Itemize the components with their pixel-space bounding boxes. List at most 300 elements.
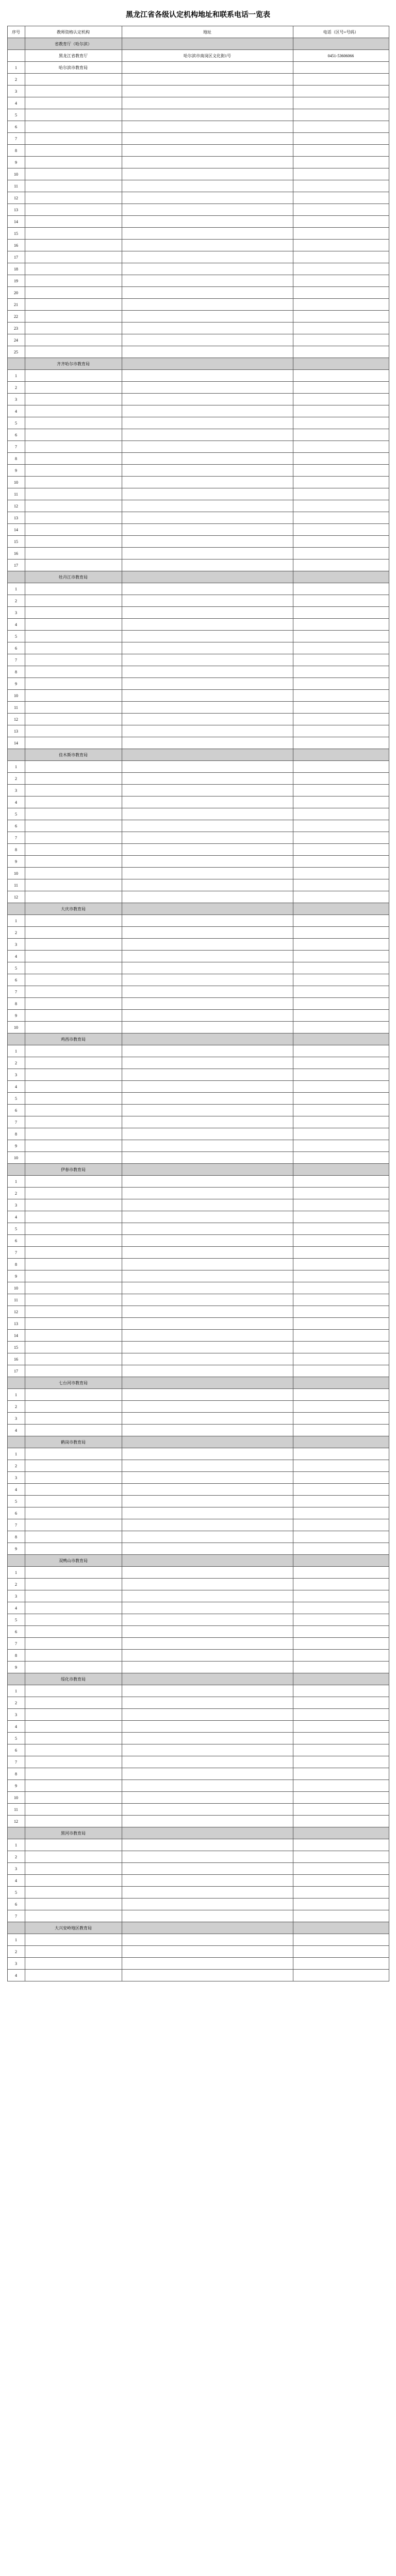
table-row [7, 50, 389, 62]
row-number: 11 [7, 702, 25, 714]
row-number: 9 [7, 1780, 25, 1792]
institution-address [122, 808, 293, 820]
table-row [7, 323, 389, 334]
table-row [7, 465, 389, 477]
institution-name [25, 607, 122, 619]
institution-phone [293, 1128, 389, 1140]
row-number: 12 [7, 192, 25, 204]
institution-phone [293, 1744, 389, 1756]
institution-address [122, 631, 293, 642]
table-row [7, 453, 389, 465]
row-number: 9 [7, 1270, 25, 1282]
institution-name [25, 477, 122, 488]
table-row [7, 536, 389, 548]
institution-phone [293, 1626, 389, 1638]
section-phone [293, 903, 389, 915]
institution-name [25, 287, 122, 299]
institution-address [122, 323, 293, 334]
table-row [7, 1792, 389, 1804]
institution-phone [293, 394, 389, 405]
institution-address [122, 1934, 293, 1946]
institution-address [122, 192, 293, 204]
row-number: 9 [7, 856, 25, 868]
table-row [7, 1875, 389, 1887]
row-number: 7 [7, 1519, 25, 1531]
table-row [7, 429, 389, 441]
institution-address [122, 1899, 293, 1910]
institution-name [25, 1140, 122, 1152]
section-phone [293, 1377, 389, 1389]
institution-name [25, 1022, 122, 1033]
table-row [7, 939, 389, 951]
institution-address [122, 536, 293, 548]
table-row [7, 168, 389, 180]
institution-phone [293, 133, 389, 145]
row-number: 17 [7, 560, 25, 571]
institution-address [122, 962, 293, 974]
table-row [7, 86, 389, 97]
institution-phone [293, 796, 389, 808]
row-number: 11 [7, 1294, 25, 1306]
table-row [7, 1140, 389, 1152]
table-row [7, 1105, 389, 1116]
row-number: 16 [7, 548, 25, 560]
institution-phone [293, 311, 389, 323]
row-number: 6 [7, 1626, 25, 1638]
institution-phone [293, 1057, 389, 1069]
institution-phone [293, 583, 389, 595]
table-row [7, 1188, 389, 1199]
row-number: 1 [7, 1045, 25, 1057]
table-row [7, 560, 389, 571]
institution-address [122, 844, 293, 856]
table-row [7, 1259, 389, 1270]
institution-address [122, 1650, 293, 1662]
row-number: 7 [7, 832, 25, 844]
institution-name [25, 856, 122, 868]
institution-address [122, 1887, 293, 1899]
institution-name [25, 1282, 122, 1294]
row-number: 1 [7, 1839, 25, 1851]
section-marker [7, 749, 25, 761]
institution-name [25, 1188, 122, 1199]
institution-address [122, 1851, 293, 1863]
institution-name [25, 1685, 122, 1697]
institution-address [122, 891, 293, 903]
institution-address [122, 868, 293, 879]
table-row [7, 1602, 389, 1614]
row-number: 12 [7, 1306, 25, 1318]
institution-address [122, 796, 293, 808]
institution-address [122, 1744, 293, 1756]
table-row [7, 856, 389, 868]
institution-phone [293, 642, 389, 654]
row-number: 7 [7, 1756, 25, 1768]
institution-address [122, 1093, 293, 1105]
institution-address [122, 86, 293, 97]
row-number: 1 [7, 915, 25, 927]
institution-address [122, 394, 293, 405]
institution-phone [293, 631, 389, 642]
table-row [7, 1804, 389, 1816]
section-phone [293, 749, 389, 761]
row-number: 6 [7, 1899, 25, 1910]
table-row [7, 1590, 389, 1602]
table-row [7, 690, 389, 702]
institution-address [122, 1484, 293, 1496]
institution-address [122, 512, 293, 524]
table-row [7, 619, 389, 631]
institution-name [25, 121, 122, 133]
institution-phone [293, 1270, 389, 1282]
institution-address [122, 74, 293, 86]
institution-name [25, 500, 122, 512]
institution-name [25, 180, 122, 192]
institution-address [122, 524, 293, 536]
row-number: 5 [7, 417, 25, 429]
table-row [7, 1022, 389, 1033]
institution-name [25, 879, 122, 891]
institution-phone [293, 204, 389, 216]
institution-name [25, 666, 122, 678]
row-number: 5 [7, 962, 25, 974]
table-row [7, 477, 389, 488]
table-row [7, 228, 389, 240]
row-number: 7 [7, 441, 25, 453]
row-number: 3 [7, 86, 25, 97]
institution-address [122, 405, 293, 417]
row-number: 2 [7, 74, 25, 86]
institution-phone [293, 1188, 389, 1199]
table-row [7, 1199, 389, 1211]
institution-address [122, 216, 293, 228]
section-row [7, 1377, 389, 1389]
section-row [7, 571, 389, 583]
section-name: 鸡西市教育局 [25, 1033, 122, 1045]
table-row [7, 488, 389, 500]
institution-address [122, 1294, 293, 1306]
institution-phone [293, 962, 389, 974]
table-row [7, 666, 389, 678]
table-row [7, 157, 389, 168]
row-number: 16 [7, 240, 25, 251]
institution-phone [293, 1638, 389, 1650]
table-row [7, 1270, 389, 1282]
institution-address [122, 488, 293, 500]
row-number: 8 [7, 1128, 25, 1140]
institution-name [25, 1756, 122, 1768]
table-row [7, 192, 389, 204]
institution-address [122, 1614, 293, 1626]
institution-name [25, 832, 122, 844]
institution-name [25, 1223, 122, 1235]
institution-phone [293, 1306, 389, 1318]
institution-name [25, 1081, 122, 1093]
table-row [7, 1744, 389, 1756]
institution-phone [293, 157, 389, 168]
table-row [7, 962, 389, 974]
institution-name [25, 1768, 122, 1780]
table-row [7, 97, 389, 109]
section-name: 绥化市教育局 [25, 1673, 122, 1685]
institution-address [122, 1105, 293, 1116]
institution-phone [293, 619, 389, 631]
table-row [7, 512, 389, 524]
table-row [7, 725, 389, 737]
institution-phone [293, 832, 389, 844]
institution-phone [293, 1235, 389, 1247]
section-address [122, 1922, 293, 1934]
institution-name [25, 1211, 122, 1223]
institution-name [25, 488, 122, 500]
institution-address [122, 429, 293, 441]
institution-name [25, 109, 122, 121]
institution-phone [293, 405, 389, 417]
institution-phone [293, 1199, 389, 1211]
row-number: 2 [7, 1460, 25, 1472]
institution-phone [293, 180, 389, 192]
row-number: 6 [7, 121, 25, 133]
institution-phone [293, 1970, 389, 1981]
row-number: 4 [7, 405, 25, 417]
institution-address [122, 654, 293, 666]
institution-phone [293, 1140, 389, 1152]
institution-name [25, 429, 122, 441]
institution-phone [293, 548, 389, 560]
institution-phone [293, 1899, 389, 1910]
row-number: 13 [7, 512, 25, 524]
institution-name [25, 1448, 122, 1460]
table-row [7, 1934, 389, 1946]
institution-name [25, 915, 122, 927]
institution-name [25, 1792, 122, 1804]
institution-name [25, 299, 122, 311]
institution-phone [293, 1176, 389, 1188]
institution-name [25, 974, 122, 986]
table-row [7, 951, 389, 962]
row-number: 6 [7, 1235, 25, 1247]
institution-phone [293, 1934, 389, 1946]
institution-address [122, 228, 293, 240]
institution-address [122, 145, 293, 157]
institution-name [25, 654, 122, 666]
institution-name [25, 1626, 122, 1638]
institution-address [122, 1590, 293, 1602]
table-row [7, 299, 389, 311]
table-row [7, 1282, 389, 1294]
institution-address [122, 986, 293, 998]
institution-phone [293, 1579, 389, 1590]
institution-phone [293, 370, 389, 382]
row-number: 23 [7, 323, 25, 334]
institution-name [25, 785, 122, 796]
institution-address [122, 299, 293, 311]
institution-phone [293, 1531, 389, 1543]
row-number [7, 50, 25, 62]
institution-phone [293, 465, 389, 477]
institution-address [122, 477, 293, 488]
table-row [7, 1365, 389, 1377]
institution-phone [293, 1425, 389, 1436]
institution-phone [293, 1069, 389, 1081]
section-address [122, 1436, 293, 1448]
table-row [7, 1662, 389, 1673]
table-row [7, 394, 389, 405]
institution-address [122, 1211, 293, 1223]
row-number: 2 [7, 1057, 25, 1069]
institution-name [25, 204, 122, 216]
section-marker [7, 38, 25, 50]
institution-name [25, 1804, 122, 1816]
institution-name [25, 1057, 122, 1069]
table-header [7, 26, 389, 38]
institution-phone [293, 240, 389, 251]
row-number: 25 [7, 346, 25, 358]
institution-address [122, 441, 293, 453]
institution-name [25, 1010, 122, 1022]
institution-phone [293, 536, 389, 548]
row-number: 6 [7, 1744, 25, 1756]
institution-name [25, 1235, 122, 1247]
row-number: 4 [7, 1211, 25, 1223]
institution-phone [293, 1519, 389, 1531]
row-number: 3 [7, 1590, 25, 1602]
table-row [7, 642, 389, 654]
institution-address [122, 1543, 293, 1555]
institution-phone [293, 1792, 389, 1804]
institution-phone [293, 512, 389, 524]
institution-name [25, 1306, 122, 1318]
institution-address [122, 1756, 293, 1768]
institution-address [122, 1519, 293, 1531]
institution-address [122, 1353, 293, 1365]
row-number: 9 [7, 157, 25, 168]
table-row [7, 1294, 389, 1306]
table-row [7, 1330, 389, 1342]
institution-name [25, 1910, 122, 1922]
institution-address [122, 714, 293, 725]
row-number: 10 [7, 1282, 25, 1294]
institution-phone [293, 323, 389, 334]
institution-address [122, 1531, 293, 1543]
institution-address [122, 607, 293, 619]
institution-phone [293, 1816, 389, 1827]
table-row [7, 1448, 389, 1460]
institution-address [122, 1401, 293, 1413]
institution-name [25, 1472, 122, 1484]
section-marker [7, 1436, 25, 1448]
institution-phone [293, 86, 389, 97]
institution-name [25, 1519, 122, 1531]
institution-phone [293, 1875, 389, 1887]
institution-phone [293, 1946, 389, 1958]
row-number: 6 [7, 974, 25, 986]
table-row [7, 583, 389, 595]
institution-address [122, 1306, 293, 1318]
institution-phone [293, 417, 389, 429]
table-row [7, 1756, 389, 1768]
institution-name [25, 1365, 122, 1377]
section-address [122, 358, 293, 370]
institution-phone [293, 1211, 389, 1223]
institution-phone [293, 1768, 389, 1780]
table-row [7, 1223, 389, 1235]
institution-phone [293, 1353, 389, 1365]
section-marker [7, 358, 25, 370]
table-row [7, 405, 389, 417]
row-number: 15 [7, 228, 25, 240]
table-row [7, 1425, 389, 1436]
section-address [122, 38, 293, 50]
institution-name [25, 465, 122, 477]
institution-phone [293, 168, 389, 180]
table-row [7, 1697, 389, 1709]
institution-name [25, 334, 122, 346]
institution-address [122, 1768, 293, 1780]
institution-address [122, 1235, 293, 1247]
row-number: 1 [7, 761, 25, 773]
row-number: 13 [7, 1318, 25, 1330]
institution-name [25, 1543, 122, 1555]
institution-address [122, 1425, 293, 1436]
institution-phone [293, 1330, 389, 1342]
institution-address [122, 879, 293, 891]
table-row [7, 702, 389, 714]
institution-address [122, 1176, 293, 1188]
institution-name [25, 1709, 122, 1721]
institution-name [25, 560, 122, 571]
institution-name [25, 405, 122, 417]
row-number: 3 [7, 1863, 25, 1875]
table-row [7, 1318, 389, 1330]
row-number: 14 [7, 216, 25, 228]
table-row [7, 1081, 389, 1093]
institution-phone [293, 1484, 389, 1496]
institution-name [25, 1199, 122, 1211]
institution-address [122, 1270, 293, 1282]
row-number: 18 [7, 263, 25, 275]
institution-name [25, 642, 122, 654]
institution-phone [293, 334, 389, 346]
institution-address [122, 595, 293, 607]
institution-address [122, 1496, 293, 1507]
row-number: 13 [7, 204, 25, 216]
institution-name [25, 417, 122, 429]
institution-phone [293, 1282, 389, 1294]
institution-name [25, 773, 122, 785]
row-number: 1 [7, 1389, 25, 1401]
table-row [7, 1614, 389, 1626]
row-number: 8 [7, 453, 25, 465]
section-phone [293, 1033, 389, 1045]
institution-name [25, 1128, 122, 1140]
institution-phone [293, 251, 389, 263]
institution-address [122, 1733, 293, 1744]
row-number: 6 [7, 1105, 25, 1116]
table-row [7, 844, 389, 856]
row-number: 3 [7, 1413, 25, 1425]
institution-name [25, 1270, 122, 1282]
table-row [7, 1650, 389, 1662]
row-number: 1 [7, 1176, 25, 1188]
table-row [7, 820, 389, 832]
row-number: 5 [7, 1887, 25, 1899]
table-row [7, 678, 389, 690]
institution-address [122, 548, 293, 560]
section-name: 齐齐哈尔市教育局 [25, 358, 122, 370]
institution-name: 哈尔滨市教育局 [25, 62, 122, 74]
table-row [7, 785, 389, 796]
